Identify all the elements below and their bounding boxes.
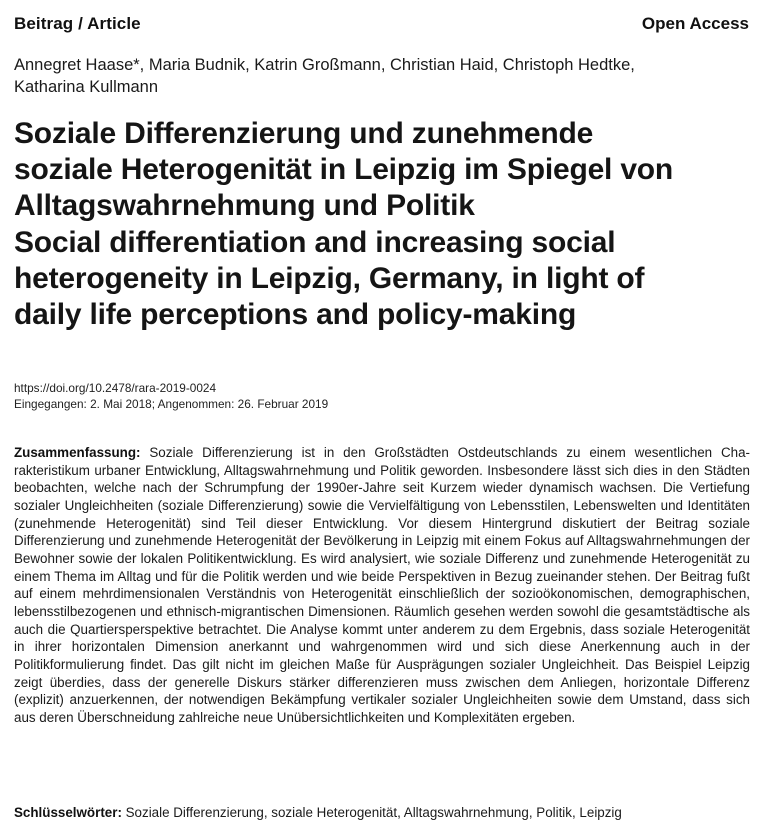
- title-de-line-1: Soziale Differenzierung und zunehmende: [14, 117, 594, 150]
- author-list: [14, 54, 754, 98]
- open-access-label: Open Access: [641, 14, 749, 33]
- title-en-line-1: Social differentiation and increasing social: [14, 225, 616, 259]
- article-header: [14, 14, 749, 36]
- doi-link[interactable]: https://doi.org/10.2478/rara-2019-0024: [14, 381, 216, 395]
- abstract-text: Soziale Differenzierung ist in den Großstädten Ostdeutschlands zu einem wesentlichen Charakteristikum urbaner Entwicklung, Alltagswahrnehmung und Politik geworden. Insbesondere lässt sich dies in den Städten beobachten, welche nach der Schrumpfung der 1990er-Jahre seit Kurzem wieder dynamisch wachsen. Die Vertiefung sozialer Ungleichheiten (soziale Differenzierung) sowie die Vervielfältigung von Lebensstilen, Lebenswelten und Identitäten (zunehmende Heterogenität) sind Teil dieser Entwicklung. Vor diesem Hintergrund diskutiert der Beitrag soziale Differenzierung und zunehmende Heterogenität der Bevölkerung in Leipzig mit einem Fokus auf Alltagswahrnehmungen der Bewohner sowie der lokalen Politikentwicklung. Es wird analysiert, wie soziale Differenz und zunehmende Heterogenität zu einem Thema im Alltag und für die Politik werden und wie beide Perspektiven in Bezug zueinander stehen. Der Beitrag fußt auf einem mehrdimensionalen Verständnis von Heterogenität einschließlich der sozioökonomischen, demographischen, lebensstilbezogenen und ethnisch-migrantischen Dimensionen. Räumlich gesehen werden sowohl die gesamtstädtische als auch die Quartiersperspektive betrachtet. Die Analyse kommt unter anderem zu dem Ergebnis, dass soziale Heterogenität in ihrer horizontalen Dimension anerkannt und wahrgenommen wird und sich diese Anerkennung auch in der Politikformulierung findet. Das gilt nicht im gleichen Maße für Ausprägungen sozialer Ungleichheit. Das Beispiel Leipzig zeigt überdies, dass der generelle Diskurs stärker differenzieren muss zwischen dem Anliegen, horizontale Differenz (explizit) anzuerkennen, der notwendigen Bekämpfung vertikaler sozialer Ungleichheiten sowie dem Umstand, dass sich aus deren Überschneidung zahlreiche neue Unübersichtlichkeiten und Komplexitäten ergeben.: [14, 445, 750, 725]
- article-title: [14, 116, 764, 333]
- authors-line-1: Annegret Haase*, Maria Budnik, Katrin Großmann, Christian Haid, Christoph Hedtke,: [14, 56, 635, 74]
- abstract: [14, 444, 750, 727]
- title-de-line-3: Alltagswahrnehmung und Politik: [14, 189, 475, 223]
- keywords-text: Soziale Differenzierung, soziale Heterogenität, Alltagswahrnehmung, Politik, Leipzig: [121, 805, 622, 820]
- authors-line-2: Katharina Kullmann: [14, 78, 159, 96]
- section-label: Beitrag / Article: [14, 14, 141, 33]
- title-en-line-2: heterogeneity in Leipzig, Germany, in light of: [14, 261, 645, 295]
- keywords: [14, 804, 754, 821]
- title-en-line-3: daily life perceptions and policy-making: [14, 298, 577, 332]
- keywords-label: Schlüsselwörter:: [14, 805, 122, 820]
- article-meta: [14, 380, 328, 412]
- received-accepted-dates: Eingegangen: 2. Mai 2018; Angenommen: 26. Februar 2019: [14, 397, 329, 411]
- abstract-label: Zusammenfassung:: [14, 445, 141, 460]
- title-de-line-2: soziale Heterogenität in Leipzig im Spiegel von: [14, 153, 674, 187]
